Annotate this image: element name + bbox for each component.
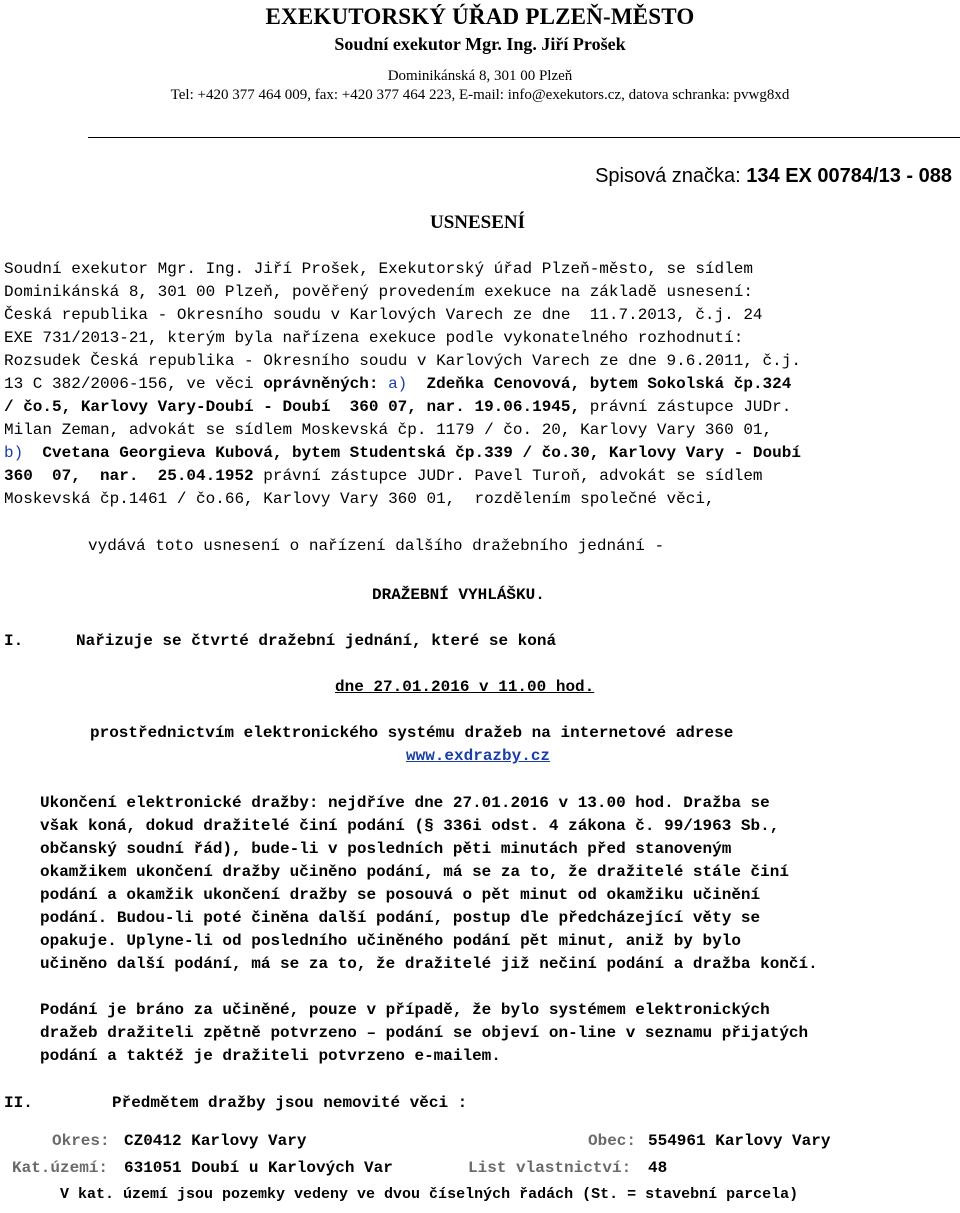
ending-text-line: opakuje. Uplyne-li od posledního učiněného podání pět minut, aniž by bylo — [40, 932, 741, 950]
ending-text-line: však koná, dokud dražitelé činí podání (§ 336i odst. 4 zákona č. 99/1963 Sb., — [40, 817, 780, 835]
property-table — [8, 1128, 958, 1208]
document-title: USNESENÍ — [430, 212, 526, 233]
intro-line: 360 07, nar. 25.04.1952 právní zástupce JUDr. Pavel Turoň, advokát se sídlem — [4, 467, 763, 485]
intro-line: Moskevská čp.1461 / čo.66, Karlovy Vary 360 01, rozdělením společné věci, — [4, 490, 715, 508]
ending-text-line: občanský soudní řád), bude-li v posledních pěti minutách před stanoveným — [40, 840, 732, 858]
intro-line: Rozsudek Česká republika - Okresního soudu v Karlových Varech ze dne 9.6.2011, č.j. — [4, 352, 801, 370]
case-number — [595, 165, 952, 188]
cadastral-area-value: 631051 Doubí u Karlových Var — [124, 1159, 393, 1177]
office-subtitle: Soudní exekutor Mgr. Ing. Jiří Prošek — [334, 34, 626, 54]
parcel-note: V kat. území jsou pozemky vedeny ve dvou číselných řadách (St. = stavební parcela) — [60, 1186, 799, 1203]
case-number-label: Spisová značka: — [595, 165, 741, 187]
bid-text-line: Podání je bráno za učiněné, pouze v případě, že bylo systémem elektronických — [40, 1001, 770, 1019]
ownership-sheet-value: 48 — [648, 1159, 668, 1177]
intro-line: Milan Zeman, advokát se sídlem Moskevská čp. 1179 / čo. 20, Karlovy Vary 360 01, — [4, 421, 773, 439]
bid-text-line: podání a taktéž je dražiteli potvrzeno e-mailem. — [40, 1047, 501, 1065]
municipality-label: Obec: — [588, 1132, 637, 1150]
office-contact: Tel: +420 377 464 009, fax: +420 377 464 223, E-mail: info@exekutors.cz, datova schranka: pvwg8xd — [170, 87, 790, 103]
auction-url-link[interactable]: www.exdrazby.cz — [406, 747, 551, 765]
ownership-sheet-label: List vlastnictví: — [468, 1159, 632, 1177]
office-address: Dominikánská 8, 301 00 Plzeň — [387, 68, 573, 84]
section-two-number: II. — [4, 1094, 33, 1112]
intro-line: 13 C 382/2006-156, ve věci oprávněných: a) Zdeňka Cenovová, bytem Sokolská čp.324 — [4, 375, 792, 393]
system-statement: prostřednictvím elektronického systému dražeb na internetové adrese — [90, 724, 734, 742]
section-two-text: Předmětem dražby jsou nemovité věci : — [112, 1094, 468, 1112]
ending-text-line: podání a okamžik ukončení dražby se posouvá o pět minut od okamžiku učinění — [40, 886, 761, 904]
intro-line: Česká republika - Okresního soudu v Karlových Varech ze dne 11.7.2013, č.j. 24 — [4, 306, 763, 324]
ending-text-line: podání. Budou-li poté činěna další podání, postup dle předcházející věty se — [40, 909, 761, 927]
intro-line: b) Cvetana Georgieva Kubová, bytem Studentská čp.339 / čo.30, Karlovy Vary - Doubí — [4, 444, 801, 462]
district-value: CZ0412 Karlovy Vary — [124, 1132, 307, 1150]
intro-line: EXE 731/2013-21, kterým byla nařízena exekuce podle vykonatelného rozhodnutí: — [4, 329, 744, 347]
auction-date: dne 27.01.2016 v 11.00 hod. — [335, 678, 595, 696]
section-one-number: I. — [4, 632, 24, 650]
issuance-statement: vydává toto usnesení o nařízení dalšího dražebního jednání - — [88, 537, 665, 555]
intro-line: Dominikánská 8, 301 00 Plzeň, pověřený provedením exekuce na základě usnesení: — [4, 283, 753, 301]
ending-text-line: učiněno další podání, má se za to, že dražitelé již nečiní podání a dražba končí. — [40, 955, 818, 973]
intro-line: Soudní exekutor Mgr. Ing. Jiří Prošek, Exekutorský úřad Plzeň-město, se sídlem — [4, 260, 753, 278]
district-label: Okres: — [52, 1132, 110, 1150]
intro-line: / čo.5, Karlovy Vary-Doubí - Doubí 360 07, nar. 19.06.1945, právní zástupce JUDr. — [4, 398, 792, 416]
ending-text-line: okamžikem ukončení dražby učiněno podání, má se za to, že dražitelé stále činí — [40, 863, 789, 881]
cadastral-area-label: Kat.území: — [12, 1159, 109, 1177]
header-divider — [88, 137, 960, 138]
office-title: EXEKUTORSKÝ ÚŘAD PLZEŇ-MĚSTO — [265, 4, 695, 29]
ending-text-line: Ukončení elektronické dražby: nejdříve dne 27.01.2016 v 13.00 hod. Dražba se — [40, 794, 770, 812]
bid-text-line: dražeb dražiteli zpětně potvrzeno – podání se objeví on-line v seznamu přijatých — [40, 1024, 809, 1042]
municipality-value: 554961 Karlovy Vary — [648, 1132, 831, 1150]
case-number-value: 134 EX 00784/13 - 088 — [746, 165, 952, 187]
section-one-text: Nařizuje se čtvrté dražební jednání, které se koná — [76, 632, 557, 650]
auction-notice-heading: DRAŽEBNÍ VYHLÁŠKU. — [372, 586, 545, 604]
